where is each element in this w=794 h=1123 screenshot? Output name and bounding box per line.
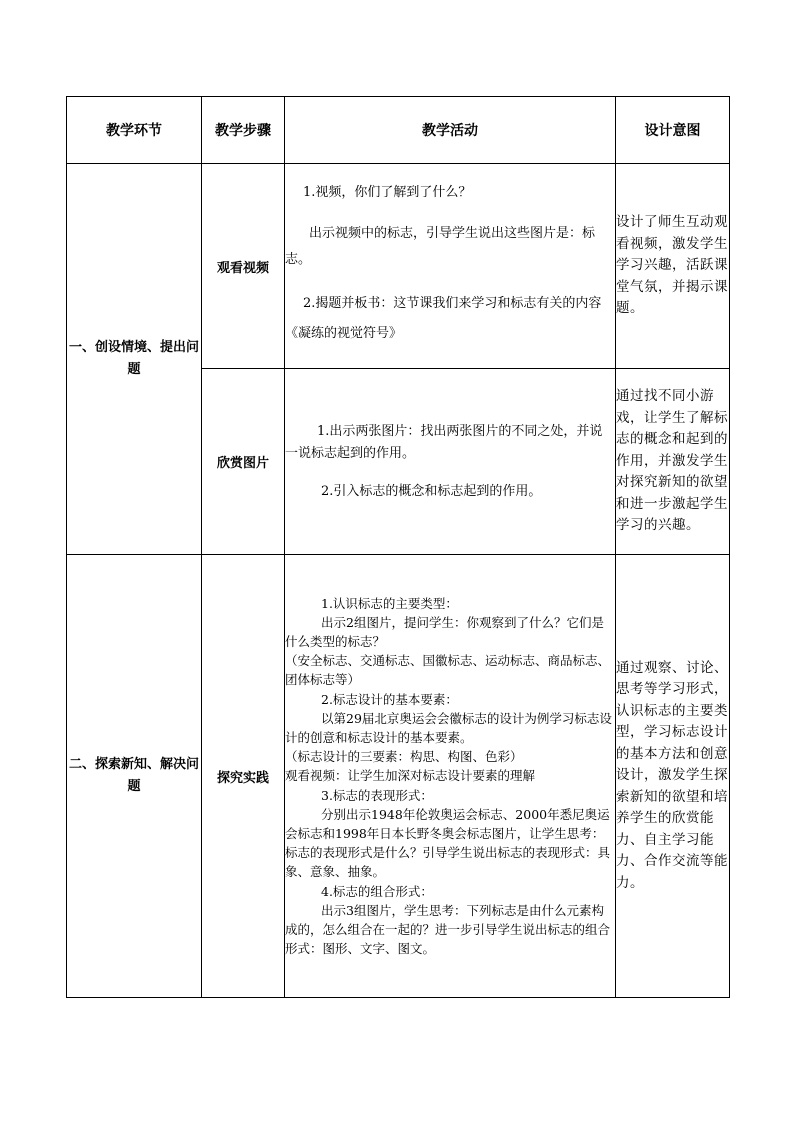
activity-text: 3.标志的表现形式： (321, 787, 433, 803)
section-title: 一、创设情境、提出问题 (67, 164, 202, 555)
activity-text: 观看视频：让学生加深对标志设计要素的理解 (285, 768, 536, 784)
activity-text: 出示视频中的标志，引导学生说出这些图片是：标志。 (285, 226, 596, 267)
step-label: 观看视频 (202, 164, 285, 369)
header-teaching-activity: 教学活动 (285, 97, 616, 164)
lesson-plan-table (66, 96, 730, 998)
header-teaching-stage: 教学环节 (67, 97, 202, 164)
table-header-row (67, 97, 730, 164)
header-design-intent: 设计意图 (616, 97, 730, 164)
table-row (67, 555, 730, 998)
activity-text: 1.认识标志的主要类型： (321, 595, 458, 611)
activity-text: 1.视频，你们了解到了什么？ (303, 185, 472, 200)
table-row (67, 164, 730, 369)
activity-text: 1.出示两张图片：找出两张图片的不同之处，并说一说标志起到的作用。 (285, 423, 603, 461)
intent-cell: 设计了师生互动观看视频，激发学生学习兴趣，活跃课堂气氛，并揭示课题。 (616, 164, 730, 369)
activity-text: 2.引入标志的概念和标志起到的作用。 (321, 483, 542, 499)
section-title: 二、探索新知、解决问题 (67, 555, 202, 998)
step-label: 欣赏图片 (202, 369, 285, 555)
header-teaching-step: 教学步骤 (202, 97, 285, 164)
activity-text: （标志设计的三要素：构思、构图、色彩） (285, 749, 523, 765)
activity-text: 分别出示1948年伦敦奥运会标志、2000年悉尼奥运会标志和1998年日本长野冬奥会标志图片，让学生思考：标志的表现形式是什么？引导学生说出标志的表现形式：具象、意象、抽象。 (285, 806, 611, 880)
activity-text: 出示3组图片，学生思考：下列标志是由什么元素构成的，怎么组合在一起的？进一步引导学生说出标志的组合形式：图形、文字、图文。 (285, 902, 611, 957)
activity-cell (285, 555, 616, 998)
activity-cell (285, 164, 616, 369)
activity-cell (285, 369, 616, 555)
activity-text: 出示2组图片，提问学生：你观察到了什么？它们是什么类型的标志？ (285, 614, 604, 649)
activity-text: 2.揭题并板书：这节课我们来学习和标志有关的内容《凝练的视觉符号》 (285, 296, 602, 341)
activity-text: 以第29届北京奥运会会徽标志的设计为例学习标志设计的创意和标志设计的基本要素。 (285, 710, 612, 745)
step-label: 探究实践 (202, 555, 285, 998)
intent-cell: 通过找不同小游戏，让学生了解标志的概念和起到的作用，并激发学生对探究新知的欲望和进一步激起学生学习的兴趣。 (616, 369, 730, 555)
activity-text: （安全标志、交通标志、国徽标志、运动标志、商品标志、团体标志等） (285, 653, 611, 688)
activity-text: 2.标志设计的基本要素： (321, 691, 458, 707)
activity-text: 4.标志的组合形式： (321, 883, 433, 899)
intent-cell: 通过观察、讨论、思考等学习形式，认识标志的主要类型，学习标志设计的基本方法和创意设计，激发学生探索新知的欲望和培养学生的欣赏能力、自主学习能力、合作交流等能力。 (616, 555, 730, 998)
